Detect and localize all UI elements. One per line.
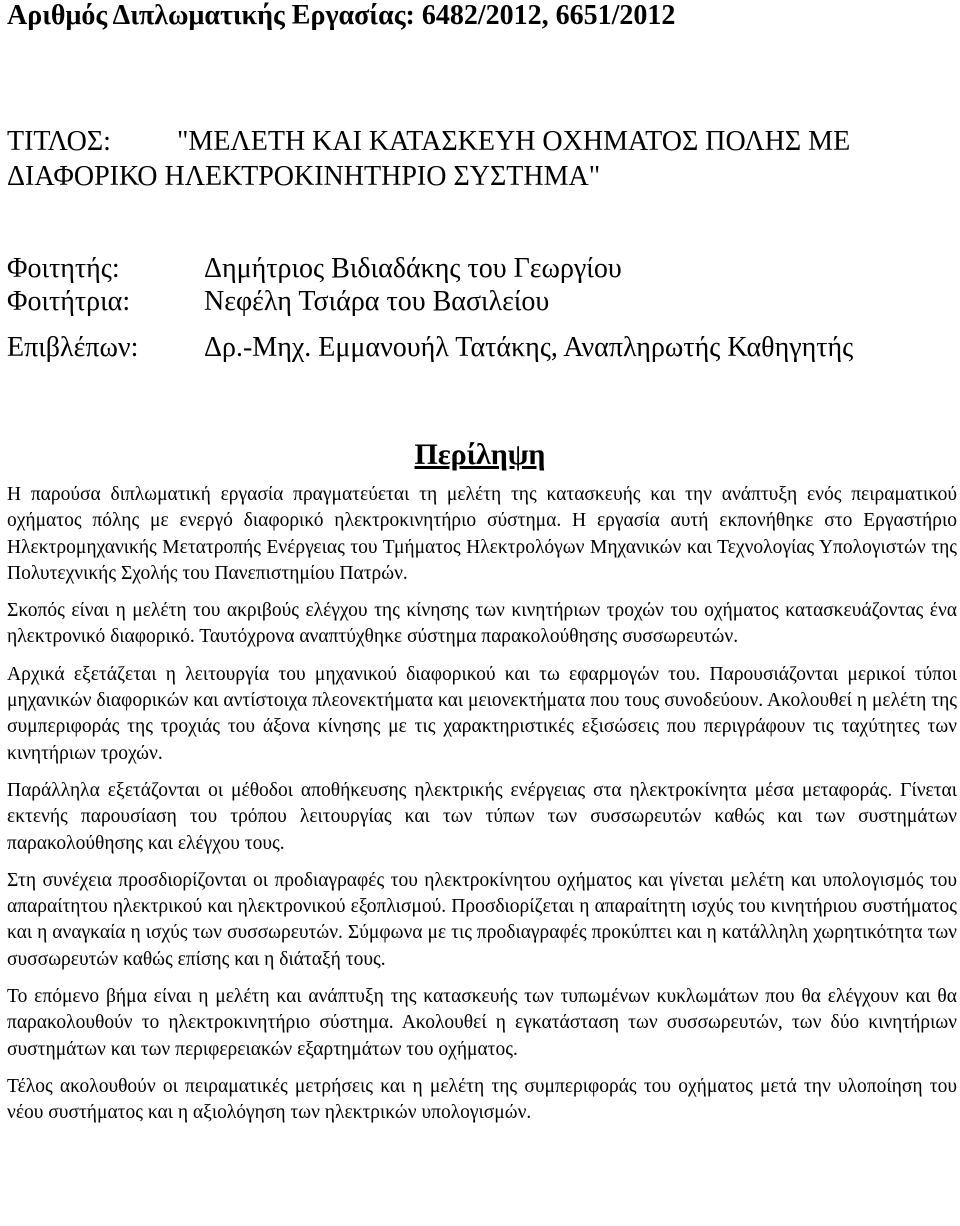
title-text: "ΜΕΛΕΤΗ ΚΑΙ ΚΑΤΑΣΚΕΥΗ ΟΧΗΜΑΤΟΣ ΠΟΛΗΣ ΜΕ ΔΙΑΦΟΡΙΚΟ ΗΛΕΚΤΡΟΚΙΝΗΤΗΡΙΟ ΣΥΣΤΗΜΑ" [7, 126, 851, 192]
abstract-title: Περίληψη [414, 438, 546, 471]
abstract-paragraph: Παράλληλα εξετάζονται οι μέθοδοι αποθήκευσης ηλεκτρικής ενέργειας στα ηλεκτροκίνητα μέσα μεταφοράς. Γίνεται εκτενής παρουσίαση του τρόπου λειτουργίας και των τύπων των συσσωρευτών καθώς και των συστημάτων παρακολούθησης και ελέγχου τους. [7, 779, 957, 854]
thesis-number-heading: Αριθμός Διπλωματικής Εργασίας: 6482/2012, 6651/2012 [7, 0, 676, 31]
person-role: Φοιτήτρια: [7, 286, 131, 317]
abstract-paragraph: Το επόμενο βήμα είναι η μελέτη και ανάπτυξη της κατασκευής των τυπωμένων κυκλωμάτων που θα ελέγχουν και θα παρακολουθούν το ηλεκτροκινητήριο σύστημα. Ακολουθεί η εγκατάσταση των συσσωρευτών, των δύο κινητήριων συστημάτων και των περιφερειακών εξαρτημάτων του οχήματος. [7, 986, 957, 1060]
title-label: ΤΙΤΛΟΣ: [7, 126, 111, 157]
person-role: Επιβλέπων: [7, 332, 139, 363]
person-name: Νεφέλη Τσιάρα του Βασιλείου [204, 286, 550, 317]
person-name: Δημήτριος Βιδιαδάκης του Γεωργίου [204, 253, 622, 284]
abstract-body [7, 482, 957, 1138]
person-role: Φοιτητής: [7, 253, 120, 284]
abstract-paragraph: Αρχικά εξετάζεται η λειτουργία του μηχανικού διαφορικού και τω εφαρμογών του. Παρουσιάζονται μερικοί τύποι μηχανικών διαφορικών και αντίστοιχα πλεονεκτήματα και μειονεκτήματα που τους συνοδεύουν. Ακολουθεί η μελέτη της συμπεριφοράς της τροχιάς του άξονα κίνησης με τις χαρακτηριστικές εξισώσεις που περιγράφουν τις ταχύτητες των κινητήριων τροχών. [7, 663, 957, 764]
person-name: Δρ.-Μηχ. Εμμανουήλ Τατάκης, Αναπληρωτής Καθηγητής [204, 332, 854, 363]
abstract-paragraph: Τέλος ακολουθούν οι πειραματικές μετρήσεις και η μελέτη της συμπεριφοράς του οχήματος μετά την υλοποίηση του νέου συστήματος και η αξιολόγηση των ηλεκτρικών υπολογισμών. [7, 1075, 957, 1124]
abstract-paragraph: Σκοπός είναι η μελέτη του ακριβούς ελέγχου της κίνησης των κινητήριων τροχών του οχήματος κατασκευάζοντας ένα ηλεκτρονικό διαφορικό. Ταυτόχρονα αναπτύχθηκε σύστημα παρακολούθησης συσσωρευτών. [7, 600, 957, 648]
abstract-paragraph: Στη συνέχεια προσδιορίζονται οι προδιαγραφές του ηλεκτροκίνητου οχήματος και γίνεται μελέτη και υπολογισμός του απαραίτητου ηλεκτρικού και ηλεκτρονικού εξοπλισμού. Προσδιορίζεται η απαραίτητη ισχύς του κινητήριου συστήματος και η αναγκαία η ισχύς των συσσωρευτών. Σύμφωνα με τις προδιαγραφές προκύπτει και η κατάλληλη χωρητικότητα των συσσωρευτών καθώς επίσης και η διάταξή τους. [7, 869, 957, 970]
abstract-paragraph: Η παρούσα διπλωματική εργασία πραγματεύεται τη μελέτη της κατασκευής και την ανάπτυξη ενός πειραματικού οχήματος πόλης με ενεργό διαφορικό ηλεκτροκινητήριο σύστημα. Η εργασία αυτή εκπονήθηκε στο Εργαστήριο Ηλεκτρομηχανικής Μετατροπής Ενέργειας του Τμήματος Ηλεκτρολόγων Μηχανικών και Τεχνολογίας Υπολογιστών της Πολυτεχνικής Σχολής του Πανεπιστημίου Πατρών. [7, 484, 957, 584]
thesis-title [7, 124, 955, 194]
